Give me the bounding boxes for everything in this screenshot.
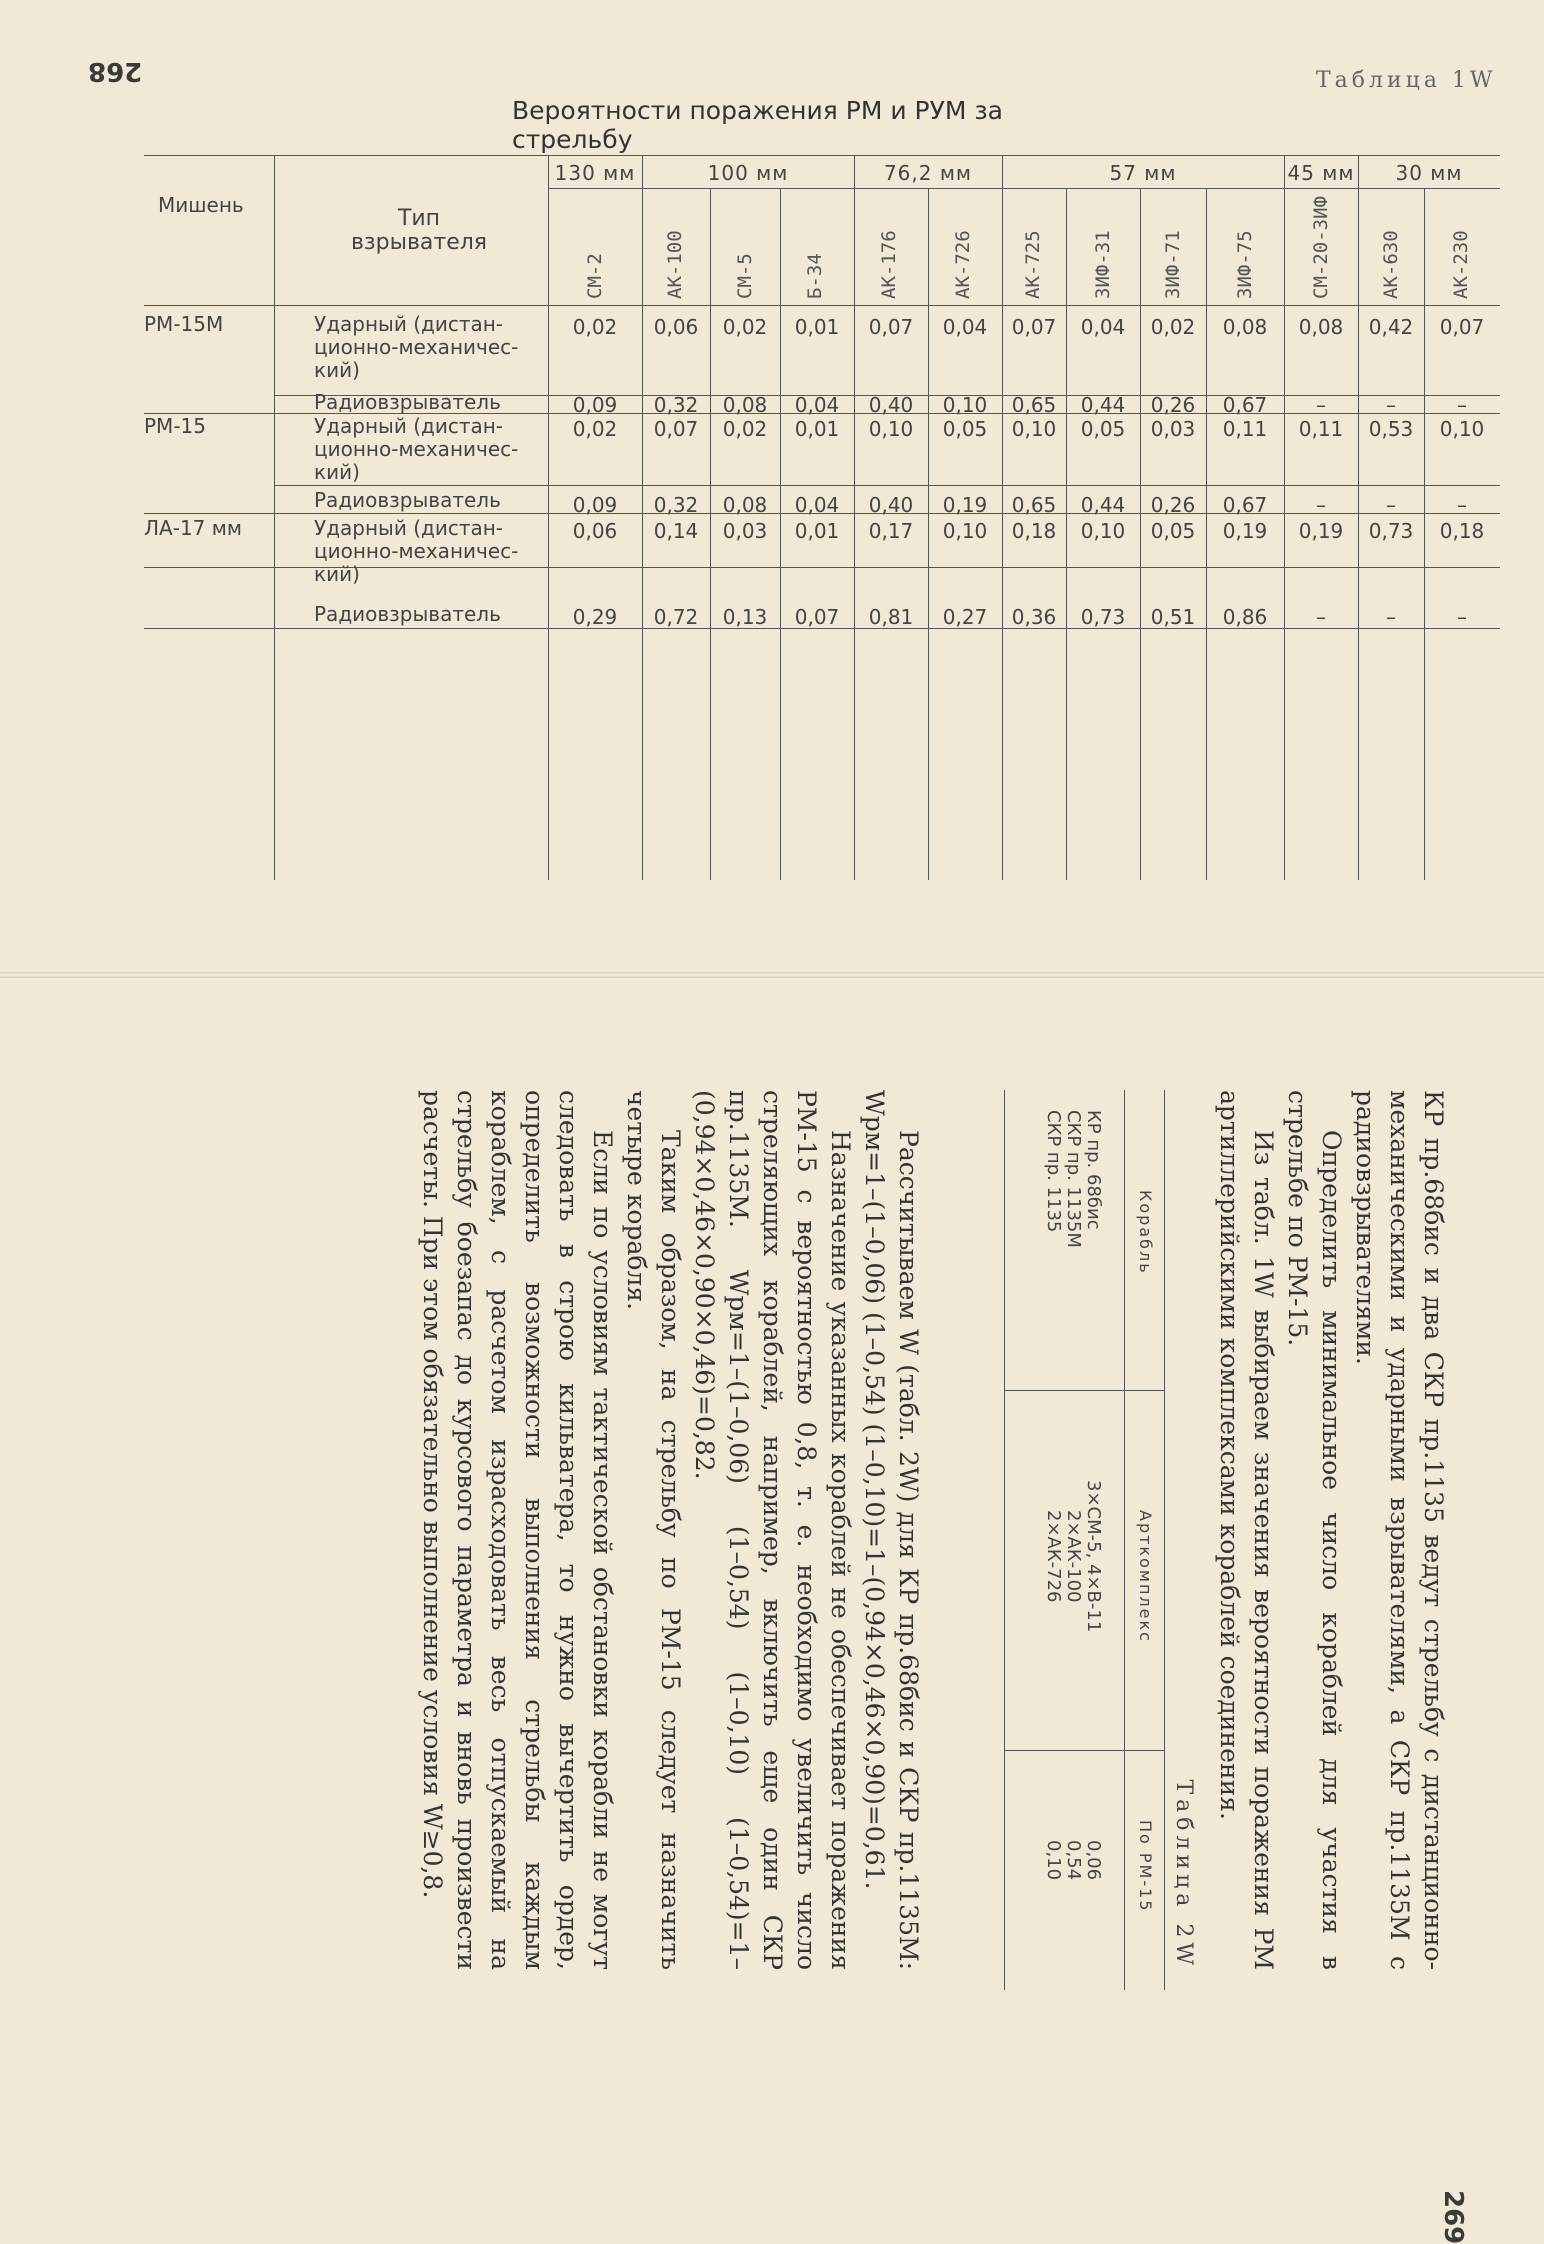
value-cell: 0,26 xyxy=(1150,493,1196,517)
value-cell: – xyxy=(1457,605,1467,629)
value-cell: 0,67 xyxy=(1222,493,1268,517)
value-cell: 0,65 xyxy=(1011,393,1057,417)
value-cell: 0,19 xyxy=(1222,519,1268,543)
paragraph-4: Рассчитываем W (табл. 2W) для КР пр.68бис и СКР пр.1135М: Wрм=1–(1–0,06) (1–0,54) (1–0,10)=1–(0,94×0,46×0,90)=0,61. xyxy=(860,1090,923,1970)
col-header: ЗИФ-71 xyxy=(1162,230,1184,299)
paragraph-6: Таким образом, на стрельбу по РМ-15 следует назначить четыре корабля. xyxy=(622,1090,685,1970)
value-cell: 0,17 xyxy=(868,519,914,543)
value-cell: 0,32 xyxy=(653,393,699,417)
value-cell: 0,26 xyxy=(1150,393,1196,417)
group-76: 76,2 мм xyxy=(883,161,973,185)
paragraph-5: Назначение указанных кораблей не обеспечивает поражения РМ-15 с вероятностью 0,8, т. е. необходимо увеличить число стреляющих кораблей, например, включить еще один СКР пр.1135М. Wрм=1–(1–0,06) (1–0,54) (1–0,10) (1–0,54)=1–(0,94×0,46×0,90×0,46)=0,82. xyxy=(690,1090,855,1970)
col-header: Б-34 xyxy=(804,253,826,299)
paragraph-7: Если по условиям тактической обстановки корабли не могут следовать в строю кильватера, то нужно вычертить ордер, определить возможности выполнения стрельбы каждым кораблем, с расчетом израсходовать весь отпускаемый на стрельбу боезапас до курсового параметра и вновь произвести расчеты. При этом обязательно выполнение условия W≥0,8. xyxy=(418,1090,617,1970)
value-cell: 0,02 xyxy=(572,315,618,339)
value-cell: 0,65 xyxy=(1011,493,1057,517)
fuze-label: Радиовзрыватель xyxy=(314,488,501,512)
value-cell: 0,06 xyxy=(653,315,699,339)
value-cell: 0,01 xyxy=(794,315,840,339)
value-cell: 0,44 xyxy=(1080,493,1126,517)
value-cell: 0,02 xyxy=(722,417,768,441)
t2-complex: 3×СМ-5, 4×В-11 xyxy=(1083,1480,1104,1633)
value-cell: 0,19 xyxy=(942,493,988,517)
t2-complex: 2×АК-726 xyxy=(1043,1510,1064,1603)
value-cell: 0,07 xyxy=(1439,315,1485,339)
value-cell: 0,07 xyxy=(1011,315,1057,339)
page-number-top: 268 xyxy=(88,56,143,86)
col-header: СМ-2 xyxy=(584,253,606,299)
value-cell: 0,72 xyxy=(653,605,699,629)
col-header: АК-100 xyxy=(664,230,686,299)
col-header: ЗИФ-31 xyxy=(1092,230,1114,299)
value-cell: 0,07 xyxy=(794,605,840,629)
bottom-page xyxy=(320,1080,1480,2244)
value-cell: 0,08 xyxy=(1298,315,1344,339)
page-fold xyxy=(0,972,1544,978)
value-cell: – xyxy=(1316,605,1326,629)
table-title: Вероятности поражения РМ и РУМ за стрельбу xyxy=(512,96,1003,154)
value-cell: – xyxy=(1457,393,1467,417)
value-cell: 0,02 xyxy=(722,315,768,339)
probability-table xyxy=(144,155,1500,880)
table-label: Таблица 1W xyxy=(1316,68,1497,93)
value-cell: 0,01 xyxy=(794,519,840,543)
fuze-label: Ударный (дистан-ционно-механичес-кий) xyxy=(314,516,519,586)
value-cell: – xyxy=(1457,493,1467,517)
value-cell: – xyxy=(1316,393,1326,417)
value-cell: – xyxy=(1316,493,1326,517)
value-cell: 0,44 xyxy=(1080,393,1126,417)
value-cell: 0,81 xyxy=(868,605,914,629)
t2-value: 0,06 xyxy=(1083,1840,1104,1881)
fuze-label: Радиовзрыватель xyxy=(314,602,501,626)
value-cell: 0,67 xyxy=(1222,393,1268,417)
col-header: АК-230 xyxy=(1450,230,1472,299)
t2-header-complex: Арткомплекс xyxy=(1136,1510,1155,1643)
group-100: 100 мм xyxy=(707,161,789,185)
value-cell: 0,04 xyxy=(1080,315,1126,339)
value-cell: 0,03 xyxy=(722,519,768,543)
value-cell: 0,14 xyxy=(653,519,699,543)
value-cell: 0,08 xyxy=(722,393,768,417)
value-cell: 0,40 xyxy=(868,393,914,417)
value-cell: – xyxy=(1386,393,1396,417)
header-target: Мишень xyxy=(158,193,244,217)
value-cell: 0,08 xyxy=(1222,315,1268,339)
value-cell: 0,29 xyxy=(572,605,618,629)
value-cell: 0,09 xyxy=(572,493,618,517)
value-cell: – xyxy=(1386,493,1396,517)
paragraph-2: Определить минимальное число кораблей для участия в стрельбе по РМ-15. xyxy=(1283,1090,1346,1970)
value-cell: 0,09 xyxy=(572,393,618,417)
value-cell: 0,32 xyxy=(653,493,699,517)
value-cell: 0,03 xyxy=(1150,417,1196,441)
group-130: 130 мм xyxy=(554,161,636,185)
value-cell: 0,04 xyxy=(794,493,840,517)
value-cell: 0,10 xyxy=(942,393,988,417)
value-cell: 0,86 xyxy=(1222,605,1268,629)
value-cell: 0,07 xyxy=(653,417,699,441)
group-45: 45 мм xyxy=(1287,161,1355,185)
t2-header-rm15: По РМ-15 xyxy=(1136,1820,1155,1913)
value-cell: 0,05 xyxy=(1080,417,1126,441)
value-cell: 0,18 xyxy=(1439,519,1485,543)
col-header: АК-630 xyxy=(1380,230,1402,299)
group-57: 57 мм xyxy=(1109,161,1177,185)
value-cell: 0,73 xyxy=(1080,605,1126,629)
fuze-label: Ударный (дистан-ционно-механичес-кий) xyxy=(314,414,519,484)
paragraph-1: КР пр.68бис и два СКР пр.1135 ведут стрельбу с дистанционно-механическими и ударными взрывателями, а СКР пр.1135М с радиовзрывателями. xyxy=(1351,1090,1448,1970)
value-cell: 0,40 xyxy=(868,493,914,517)
value-cell: 0,10 xyxy=(1080,519,1126,543)
value-cell: 0,08 xyxy=(722,493,768,517)
page-number-bottom: 269 xyxy=(1438,2190,1468,2244)
value-cell: 0,18 xyxy=(1011,519,1057,543)
value-cell: 0,01 xyxy=(794,417,840,441)
t2-complex: 2×АК-100 xyxy=(1063,1510,1084,1603)
col-header: СМ-20-ЗИФ xyxy=(1310,196,1332,299)
target-label: РМ-15М xyxy=(144,312,224,336)
t2-ship: СКР пр. 1135М xyxy=(1063,1110,1084,1248)
col-header: АК-725 xyxy=(1022,230,1044,299)
value-cell: 0,04 xyxy=(794,393,840,417)
value-cell: 0,02 xyxy=(572,417,618,441)
value-cell: 0,73 xyxy=(1368,519,1414,543)
value-cell: 0,19 xyxy=(1298,519,1344,543)
value-cell: 0,51 xyxy=(1150,605,1196,629)
value-cell: 0,11 xyxy=(1298,417,1344,441)
t2-header-ship: Корабль xyxy=(1136,1190,1155,1275)
t2-ship: СКР пр. 1135 xyxy=(1043,1110,1064,1233)
t2-value: 0,54 xyxy=(1063,1840,1084,1881)
value-cell: 0,42 xyxy=(1368,315,1414,339)
col-header: АК-726 xyxy=(952,230,974,299)
value-cell: 0,04 xyxy=(942,315,988,339)
value-cell: 0,53 xyxy=(1368,417,1414,441)
value-cell: 0,11 xyxy=(1222,417,1268,441)
header-fuze: Тип взрывателя xyxy=(350,206,488,255)
target-label: РМ-15 xyxy=(144,414,206,438)
value-cell: 0,05 xyxy=(1150,519,1196,543)
value-cell: 0,27 xyxy=(942,605,988,629)
value-cell: 0,36 xyxy=(1011,605,1057,629)
fuze-label: Ударный (дистан-ционно-механичес-кий) xyxy=(314,312,519,382)
value-cell: 0,05 xyxy=(942,417,988,441)
col-header: СМ-5 xyxy=(734,253,756,299)
value-cell: 0,02 xyxy=(1150,315,1196,339)
value-cell: – xyxy=(1386,605,1396,629)
value-cell: 0,10 xyxy=(868,417,914,441)
value-cell: 0,07 xyxy=(868,315,914,339)
col-header: ЗИФ-75 xyxy=(1234,230,1256,299)
value-cell: 0,10 xyxy=(1439,417,1485,441)
t2-value: 0,10 xyxy=(1043,1840,1064,1881)
fuze-label: Радиовзрыватель xyxy=(314,390,501,414)
t2-ship: КР пр. 68бис xyxy=(1083,1110,1104,1230)
ship-table xyxy=(925,1090,1165,1990)
group-30: 30 мм xyxy=(1395,161,1463,185)
value-cell: 0,13 xyxy=(722,605,768,629)
paragraph-3: Из табл. 1W выбираем значения вероятности поражения РМ артиллерийскими комплексами кораблей соединения. xyxy=(1215,1090,1278,1970)
table2-label: Таблица 2W xyxy=(1171,1779,1196,1970)
value-cell: 0,10 xyxy=(1011,417,1057,441)
value-cell: 0,06 xyxy=(572,519,618,543)
col-header: АК-176 xyxy=(878,230,900,299)
target-label: ЛА-17 мм xyxy=(144,516,242,540)
value-cell: 0,10 xyxy=(942,519,988,543)
